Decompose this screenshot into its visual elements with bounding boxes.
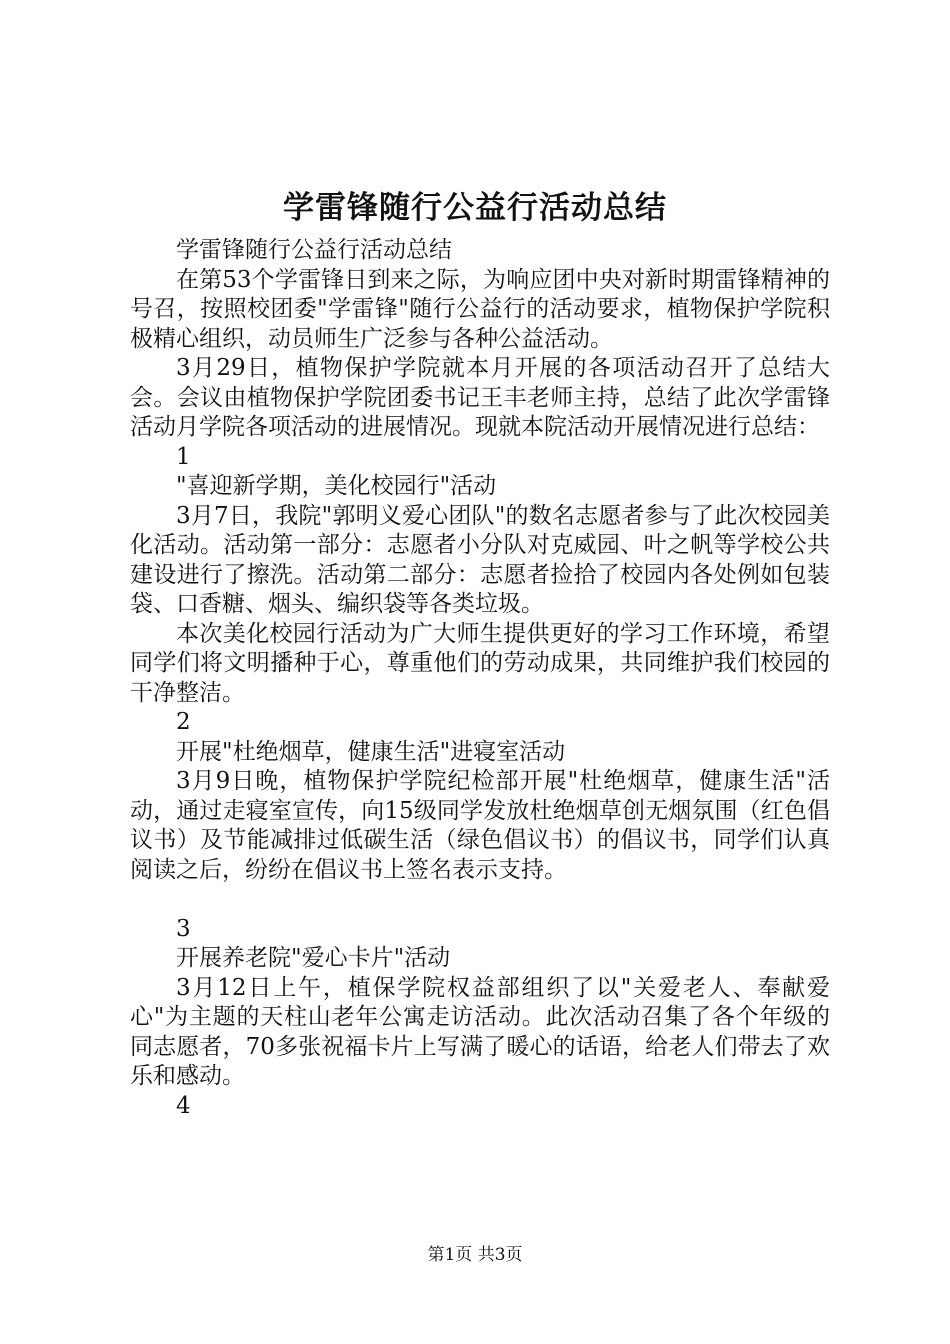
document-body	[130, 236, 830, 1121]
section-heading-3: 开展养老院"爱心卡片"活动	[176, 945, 451, 971]
section-number-2: 2	[176, 709, 191, 735]
document-title: 学雷锋随行公益行活动总结	[283, 190, 667, 226]
paragraph-activity-3: 3月12日上午，植保学院权益部组织了以"关爱老人、奉献爱心"为主题的天柱山老年公寓走访活动。此次活动召集了各个年级的同志愿者，70多张祝福卡片上写满了暖心的话语，给老人们带去了欢乐和感动。	[130, 974, 830, 1089]
paragraph-meeting: 3月29日，植物保护学院就本月开展的各项活动召开了总结大会。会议由植物保护学院团委书记王丰老师主持，总结了此次学雷锋活动月学院各项活动的进展情况。现就本院活动开展情况进行总结：	[130, 355, 830, 440]
paragraph-activity-1: 3月7日，我院"郭明义爱心团队"的数名志愿者参与了此次校园美化活动。活动第一部分：志愿者小分队对克威园、叶之帆等学校公共建设进行了擦洗。活动第二部分：志愿者捡拾了校园内各处例如包装袋、口香糖、烟头、编织袋等各类垃圾。	[130, 502, 830, 617]
section-heading-1: "喜迎新学期，美化校园行"活动	[176, 473, 497, 499]
paragraph-intro: 在第53个学雷锋日到来之际，为响应团中央对新时期雷锋精神的号召，按照校团委"学雷锋"随行公益行的活动要求，植物保护学院积极精心组织，动员师生广泛参与各种公益活动。	[130, 266, 830, 352]
paragraph-activity-1-summary: 本次美化校园行活动为广大师生提供更好的学习工作环境，希望同学们将文明播种于心，尊重他们的劳动成果，共同维护我们校园的干净整洁。	[130, 620, 830, 706]
page-footer: 第1页 共3页	[427, 1245, 523, 1265]
section-number-4: 4	[176, 1092, 191, 1119]
section-number-1: 1	[176, 443, 191, 470]
section-number-3: 3	[176, 915, 191, 942]
paragraph-activity-2: 3月9日晚，植物保护学院纪检部开展"杜绝烟草，健康生活"活动，通过走寝室宣传，向15级同学发放杜绝烟草创无烟氛围（红色倡议书）及节能减排过低碳生活（绿色倡议书）的倡议书，同学们认真阅读之后，纷纷在倡议书上签名表示支持。	[130, 768, 830, 883]
paragraph-subtitle: 学雷锋随行公益行活动总结	[176, 237, 452, 263]
section-heading-2: 开展"杜绝烟草，健康生活"进寝室活动	[176, 738, 566, 765]
